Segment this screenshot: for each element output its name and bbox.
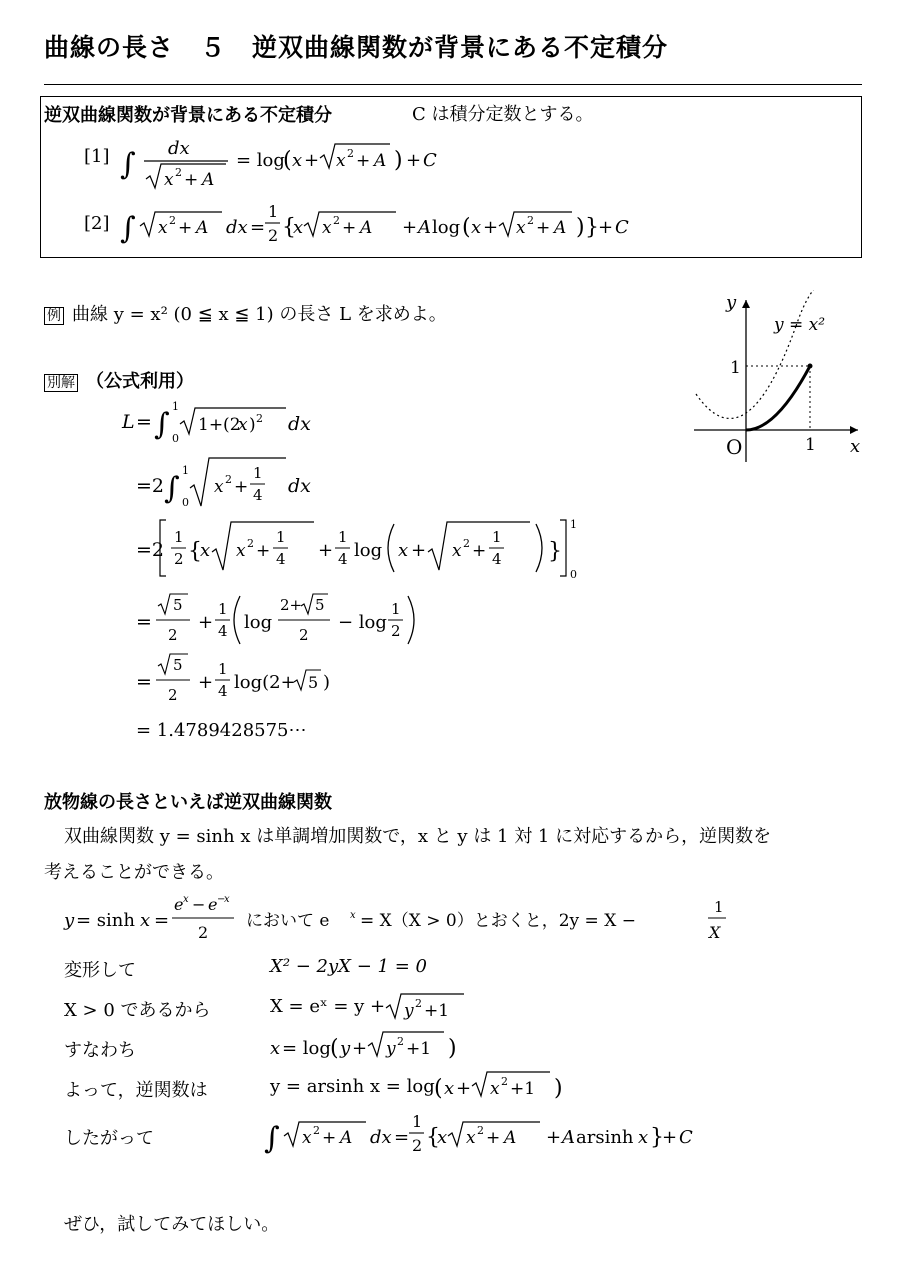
svg-text:2: 2 [397,1035,404,1048]
svg-text:4: 4 [253,486,263,504]
svg-text:+: + [536,218,551,238]
svg-text:x: x [516,218,526,238]
final-value: = 1.4789428575⋯ [136,720,307,741]
svg-text:{: { [282,215,296,240]
svg-text:+: + [304,150,320,171]
svg-text:+: + [178,218,193,238]
svg-text:+: + [598,217,614,238]
svg-text:2: 2 [415,997,422,1010]
row1-math: X² − 2yX − 1 = 0 [270,956,427,977]
svg-text:x: x [140,910,151,931]
svg-text:2: 2 [225,473,232,486]
svg-text:+: + [198,672,214,693]
svg-text:= sinh: = sinh [76,910,135,931]
svg-text:1: 1 [276,528,286,546]
svg-text:=2: =2 [136,539,165,561]
svg-text:+: + [352,1038,368,1059]
svg-text:x: x [322,218,332,238]
svg-text:4: 4 [276,550,286,568]
svg-text:5: 5 [315,596,325,614]
row1-label: 変形して [64,960,136,981]
svg-text:x: x [164,170,174,190]
row5-label: したがって [64,1128,154,1149]
svg-text:4: 4 [492,550,502,568]
svg-text:): ) [576,215,585,240]
svg-text:+: + [322,1128,337,1148]
row4-label: よって，逆関数は [64,1080,208,1101]
svg-text:A: A [562,1127,575,1148]
svg-text:+: + [256,541,271,561]
svg-text:+: + [662,1127,678,1148]
x-axis-label: x [850,436,861,457]
svg-text:y: y [386,1039,396,1059]
svg-text:y: y [340,1038,351,1059]
svg-text:2: 2 [501,1075,508,1088]
svg-text:0: 0 [172,432,179,445]
row2-sqrt [384,990,474,1022]
svg-text:}: } [548,539,562,564]
svg-text:1: 1 [218,660,228,678]
row5-math [262,1106,732,1162]
row2-math: X = eˣ = y + [270,996,386,1017]
svg-text:+: + [411,540,427,561]
svg-text:log(2+: log(2+ [234,672,296,693]
svg-text:1: 1 [391,600,401,618]
svg-text:+: + [342,218,357,238]
svg-text:x: x [471,217,482,238]
svg-text:2: 2 [256,412,263,425]
svg-text:x: x [224,894,230,905]
formula-box-heading: 逆双曲線関数が背景にある不定積分 [44,105,332,126]
svg-text:x: x [238,415,248,435]
svg-text:C: C [423,150,437,171]
svg-text:+: + [472,541,487,561]
svg-text:2: 2 [347,147,354,160]
svg-text:x: x [292,150,303,171]
row3-label: すなわち [64,1040,136,1061]
svg-text:A: A [504,1128,517,1148]
svg-text:log: log [354,540,383,561]
tick-y-1: 1 [730,358,741,378]
svg-text:2: 2 [313,1124,320,1137]
closing-text: ぜひ，試してみてほしい。 [64,1214,280,1235]
svg-text:dx: dx [370,1127,392,1148]
formula-1-label: [1] [84,146,110,167]
svg-text:(: ( [434,1076,443,1101]
svg-text:=: = [154,910,170,931]
svg-text:+: + [402,217,418,238]
svg-text:(: ( [283,148,292,173]
svg-text:x: x [302,1128,312,1148]
svg-text:A: A [340,1128,353,1148]
svg-text:y: y [404,1001,414,1021]
solution-tag: 別解 [44,374,78,392]
svg-text:): ) [323,672,331,693]
svg-text:1+(2: 1+(2 [198,415,241,435]
svg-text:2: 2 [168,686,178,704]
section-heading: 放物線の長さといえば逆双曲線関数 [44,792,332,813]
svg-text:dx: dx [288,413,311,435]
formula-box-note: C は積分定数とする。 [412,104,594,125]
svg-text:+: + [456,1078,472,1099]
page-title: 曲線の長さ ５ 逆双曲線関数が背景にある不定積分 [44,33,669,62]
svg-text:x: x [158,218,168,238]
svg-text:2: 2 [247,537,254,550]
parabola-arc [746,366,810,430]
curve-label: y = x² [774,315,826,335]
svg-text:− log: − log [338,612,387,633]
svg-text:+: + [546,1127,562,1148]
section-paragraph-line2: 考えることができる。 [44,862,224,883]
origin-label: O [726,435,743,459]
svg-text:A: A [554,218,567,238]
svg-text:2: 2 [268,226,279,245]
solution-title: （公式利用） [86,371,194,392]
formula-2-label: [2] [84,213,110,234]
sinh-definition [62,890,762,952]
svg-text:∫: ∫ [120,147,136,182]
example [44,300,447,326]
svg-text:x: x [466,1128,476,1148]
svg-text:x: x [336,151,346,171]
svg-text:+1: +1 [510,1079,536,1099]
derivation [118,396,598,751]
svg-text:1: 1 [253,464,263,482]
svg-text:1: 1 [570,518,577,531]
svg-text:2: 2 [463,537,470,550]
svg-text:+: + [406,150,422,171]
y-axis-label: y [726,292,737,313]
svg-text:x: x [437,1127,448,1148]
example-tag: 例 [44,307,64,325]
svg-text:= log: = log [282,1038,331,1059]
svg-text:0: 0 [182,496,189,509]
svg-text:y: y [64,910,75,931]
svg-text:{: { [426,1125,440,1150]
formula-1 [118,132,498,192]
sinh-def-mid2: = X（X > 0）とおくと，2y = X − [360,911,636,931]
svg-text:A: A [360,218,373,238]
svg-text:x: x [350,910,356,921]
svg-text:=: = [136,611,152,633]
svg-text:x: x [214,477,224,497]
svg-text:= log: = log [236,150,285,171]
svg-text:): ) [249,415,256,435]
formula-2 [118,196,678,252]
svg-text:=: = [394,1127,410,1148]
svg-text:(: ( [462,215,471,240]
svg-text:): ) [448,1036,457,1061]
title-rule [44,84,862,85]
svg-text:1: 1 [412,1112,423,1131]
svg-text:2: 2 [175,166,182,179]
svg-text:2: 2 [527,214,534,227]
svg-text:2+: 2+ [280,596,303,614]
svg-text:C: C [679,1127,693,1148]
solution-heading [44,367,194,393]
svg-text:5: 5 [173,656,183,674]
row4-math-tail [434,1068,584,1102]
svg-text:arsinh: arsinh [576,1127,634,1148]
svg-text:4: 4 [338,550,348,568]
svg-text:(: ( [330,1036,339,1061]
svg-text:x: x [236,541,246,561]
svg-text:e: e [174,895,184,914]
svg-text:∫: ∫ [264,1121,280,1156]
svg-text:x: x [183,894,189,905]
svg-text:+1: +1 [424,1001,450,1021]
svg-text:e: e [208,895,218,914]
svg-text:+1: +1 [406,1039,432,1059]
svg-text:∫: ∫ [154,407,170,442]
svg-text:}: } [650,1125,664,1150]
sinh-def-mid: において e [246,911,330,931]
svg-text:): ) [554,1076,563,1101]
svg-text:0: 0 [570,568,577,581]
svg-text:log: log [432,217,461,238]
svg-text:1: 1 [338,528,348,546]
svg-text:4: 4 [218,682,228,700]
svg-text:1: 1 [182,464,189,477]
svg-text:dx: dx [226,217,248,238]
svg-text:∫: ∫ [164,471,180,506]
row4-math: y = arsinh x = log [270,1076,435,1097]
svg-text:A: A [418,217,431,238]
svg-text:+: + [234,477,249,497]
svg-text:2: 2 [477,1124,484,1137]
parabola-graph [690,290,870,465]
row3-math [268,1028,478,1062]
svg-text:+: + [184,170,199,190]
svg-text:=: = [136,411,152,433]
svg-text:A: A [202,170,215,190]
svg-text:): ) [394,148,403,173]
svg-text:4: 4 [218,622,228,640]
svg-text:5: 5 [173,596,183,614]
svg-text:−: − [217,894,226,905]
svg-text:+: + [198,612,214,633]
svg-text:A: A [196,218,209,238]
svg-text:x: x [270,1038,281,1059]
example-text: 曲線 y = x² (0 ≦ x ≦ 1) の長さ L を求めよ。 [72,304,447,325]
svg-text:2: 2 [412,1136,423,1155]
svg-text:1: 1 [268,202,279,221]
svg-text:{: { [188,539,202,564]
svg-text:}: } [585,215,599,240]
svg-text:L: L [122,411,135,433]
svg-text:C: C [615,217,629,238]
tick-x-1: 1 [805,435,816,455]
svg-text:2: 2 [168,626,178,644]
svg-text:2: 2 [169,214,176,227]
svg-text:+: + [486,1128,501,1148]
svg-text:dx: dx [168,138,190,159]
section-paragraph-line1: 双曲線関数 y = sinh x は単調増加関数で，x と y は 1 対 1 に対応するから，逆関数を [64,826,772,847]
svg-text:1: 1 [172,400,179,413]
svg-text:=2: =2 [136,475,165,497]
svg-text:2: 2 [174,550,184,568]
row2-label: X > 0 であるから [64,1000,211,1021]
svg-text:dx: dx [288,475,311,497]
svg-text:2: 2 [391,622,401,640]
svg-text:+: + [483,217,499,238]
svg-text:=: = [136,671,152,693]
svg-text:1: 1 [218,600,228,618]
svg-text:2: 2 [299,626,309,644]
svg-text:2: 2 [198,923,209,942]
svg-text:x: x [444,1078,455,1099]
svg-text:x: x [200,540,211,561]
svg-text:=: = [250,217,266,238]
svg-text:X: X [709,923,721,942]
svg-text:x: x [398,540,409,561]
svg-text:x: x [490,1079,500,1099]
svg-text:1: 1 [174,528,184,546]
svg-text:log: log [244,612,273,633]
svg-text:1: 1 [492,528,502,546]
svg-text:x: x [638,1127,649,1148]
svg-text:x: x [452,541,462,561]
svg-text:1: 1 [714,898,724,916]
svg-text:5: 5 [308,673,319,692]
svg-text:2: 2 [333,214,340,227]
svg-text:∫: ∫ [120,211,136,246]
svg-text:+: + [318,540,334,561]
svg-text:+: + [356,151,371,171]
svg-text:x: x [293,217,304,238]
svg-text:−: − [192,895,206,914]
svg-text:A: A [374,151,387,171]
